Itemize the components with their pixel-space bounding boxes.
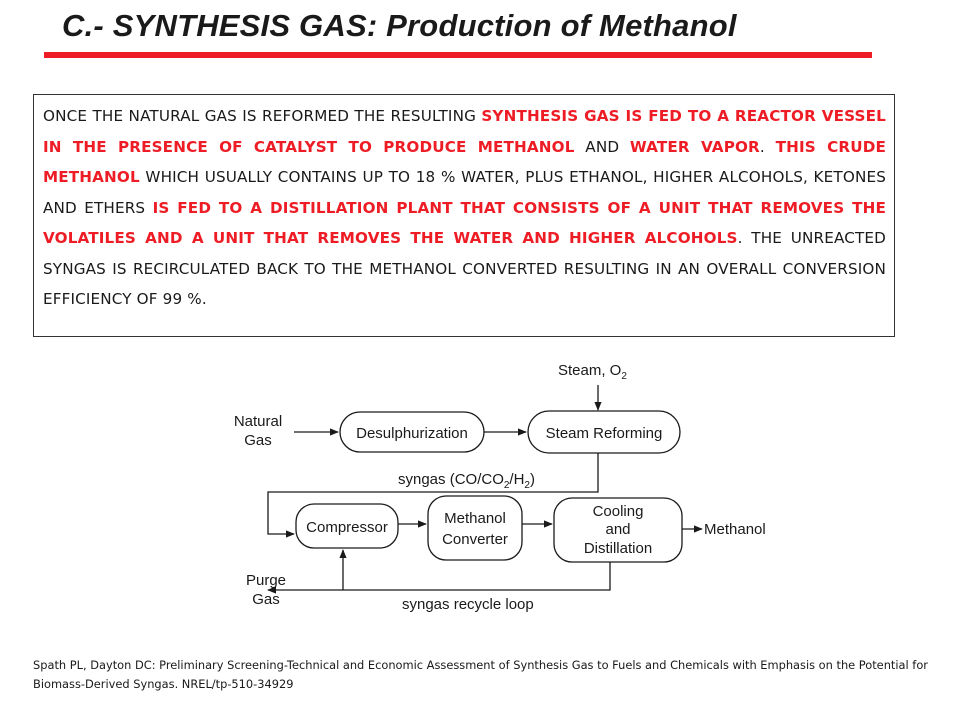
steam-reforming-label: Steam Reforming [545, 425, 663, 442]
syngas-label: syngas $(CO/CO_2/H_2)$ [398, 471, 535, 491]
methanol-converter-node [428, 496, 522, 560]
slide-title: C.- SYNTHESIS GAS: Production of Methanol [62, 8, 737, 43]
recycle-loop-line [268, 562, 610, 590]
methanol-converter-label-1: Methanol [444, 510, 506, 527]
highlighted-text-segment: IS FED TO A DISTILLATION PLANT THAT CONSISTS OF A UNIT THAT REMOVES THE VOLATILES AND A UNIT THAT REMOVES THE WATER AND HIGHER ALCOHOLS [43, 198, 886, 247]
text-segment: . THE UNREACTED SYNGAS IS RECIRCULATED BACK TO THE METHANOL CONVERTED RESULTING IN AN OVERALL CONVERSION EFFICIENCY OF 99 %. [43, 229, 886, 308]
highlighted-text-segment: WATER VAPOR [629, 137, 760, 156]
distillation-label: Distillation [583, 540, 653, 557]
compressor-label: Compressor [306, 519, 388, 536]
text-segment: AND [574, 137, 630, 156]
natural-gas-label-2: Gas [244, 432, 272, 449]
methanol-output-label: Methanol [704, 521, 766, 538]
cooling-label: Cooling [592, 503, 644, 520]
text-segment: ONCE THE NATURAL GAS IS REFORMED THE RESULTING [43, 107, 482, 125]
methanol-process-flow-diagram [220, 350, 766, 630]
desulphurization-label: Desulphurization [356, 425, 468, 442]
text-segment: WHICH USUALLY CONTAINS UP TO 18 % WATER, PLUS ETHANOL, HIGHER ALCOHOLS, KETONES AND ETHERS [43, 168, 886, 217]
description-paragraph [33, 94, 895, 337]
highlighted-text-segment: SYNTHESIS GAS IS FED TO A REACTOR VESSEL IN THE PRESENCE OF CATALYST TO PRODUCE METHANOL [43, 107, 886, 156]
and-label: and [605, 521, 631, 538]
methanol-converter-label-2: Converter [442, 531, 508, 548]
citation-text: Spath PL, Dayton DC: Preliminary Screening-Technical and Economic Assessment of Synthesis Gas to Fuels and Chemicals with Emphasis on the Potential for Biomass-Derived Syngas. NREL/tp-510-34929 [33, 658, 928, 691]
purge-gas-label-1: Purge [245, 572, 287, 589]
text-segment: . [759, 137, 776, 156]
natural-gas-label-1: Natural [233, 413, 283, 430]
highlighted-text-segment: THIS CRUDE METHANOL [43, 137, 886, 186]
steam-o2-label: Steam, $O_2$ [558, 362, 627, 382]
title-underline [44, 52, 872, 58]
recycle-loop-label: syngas recycle loop [402, 596, 534, 613]
purge-gas-label-2: Gas [252, 591, 280, 608]
